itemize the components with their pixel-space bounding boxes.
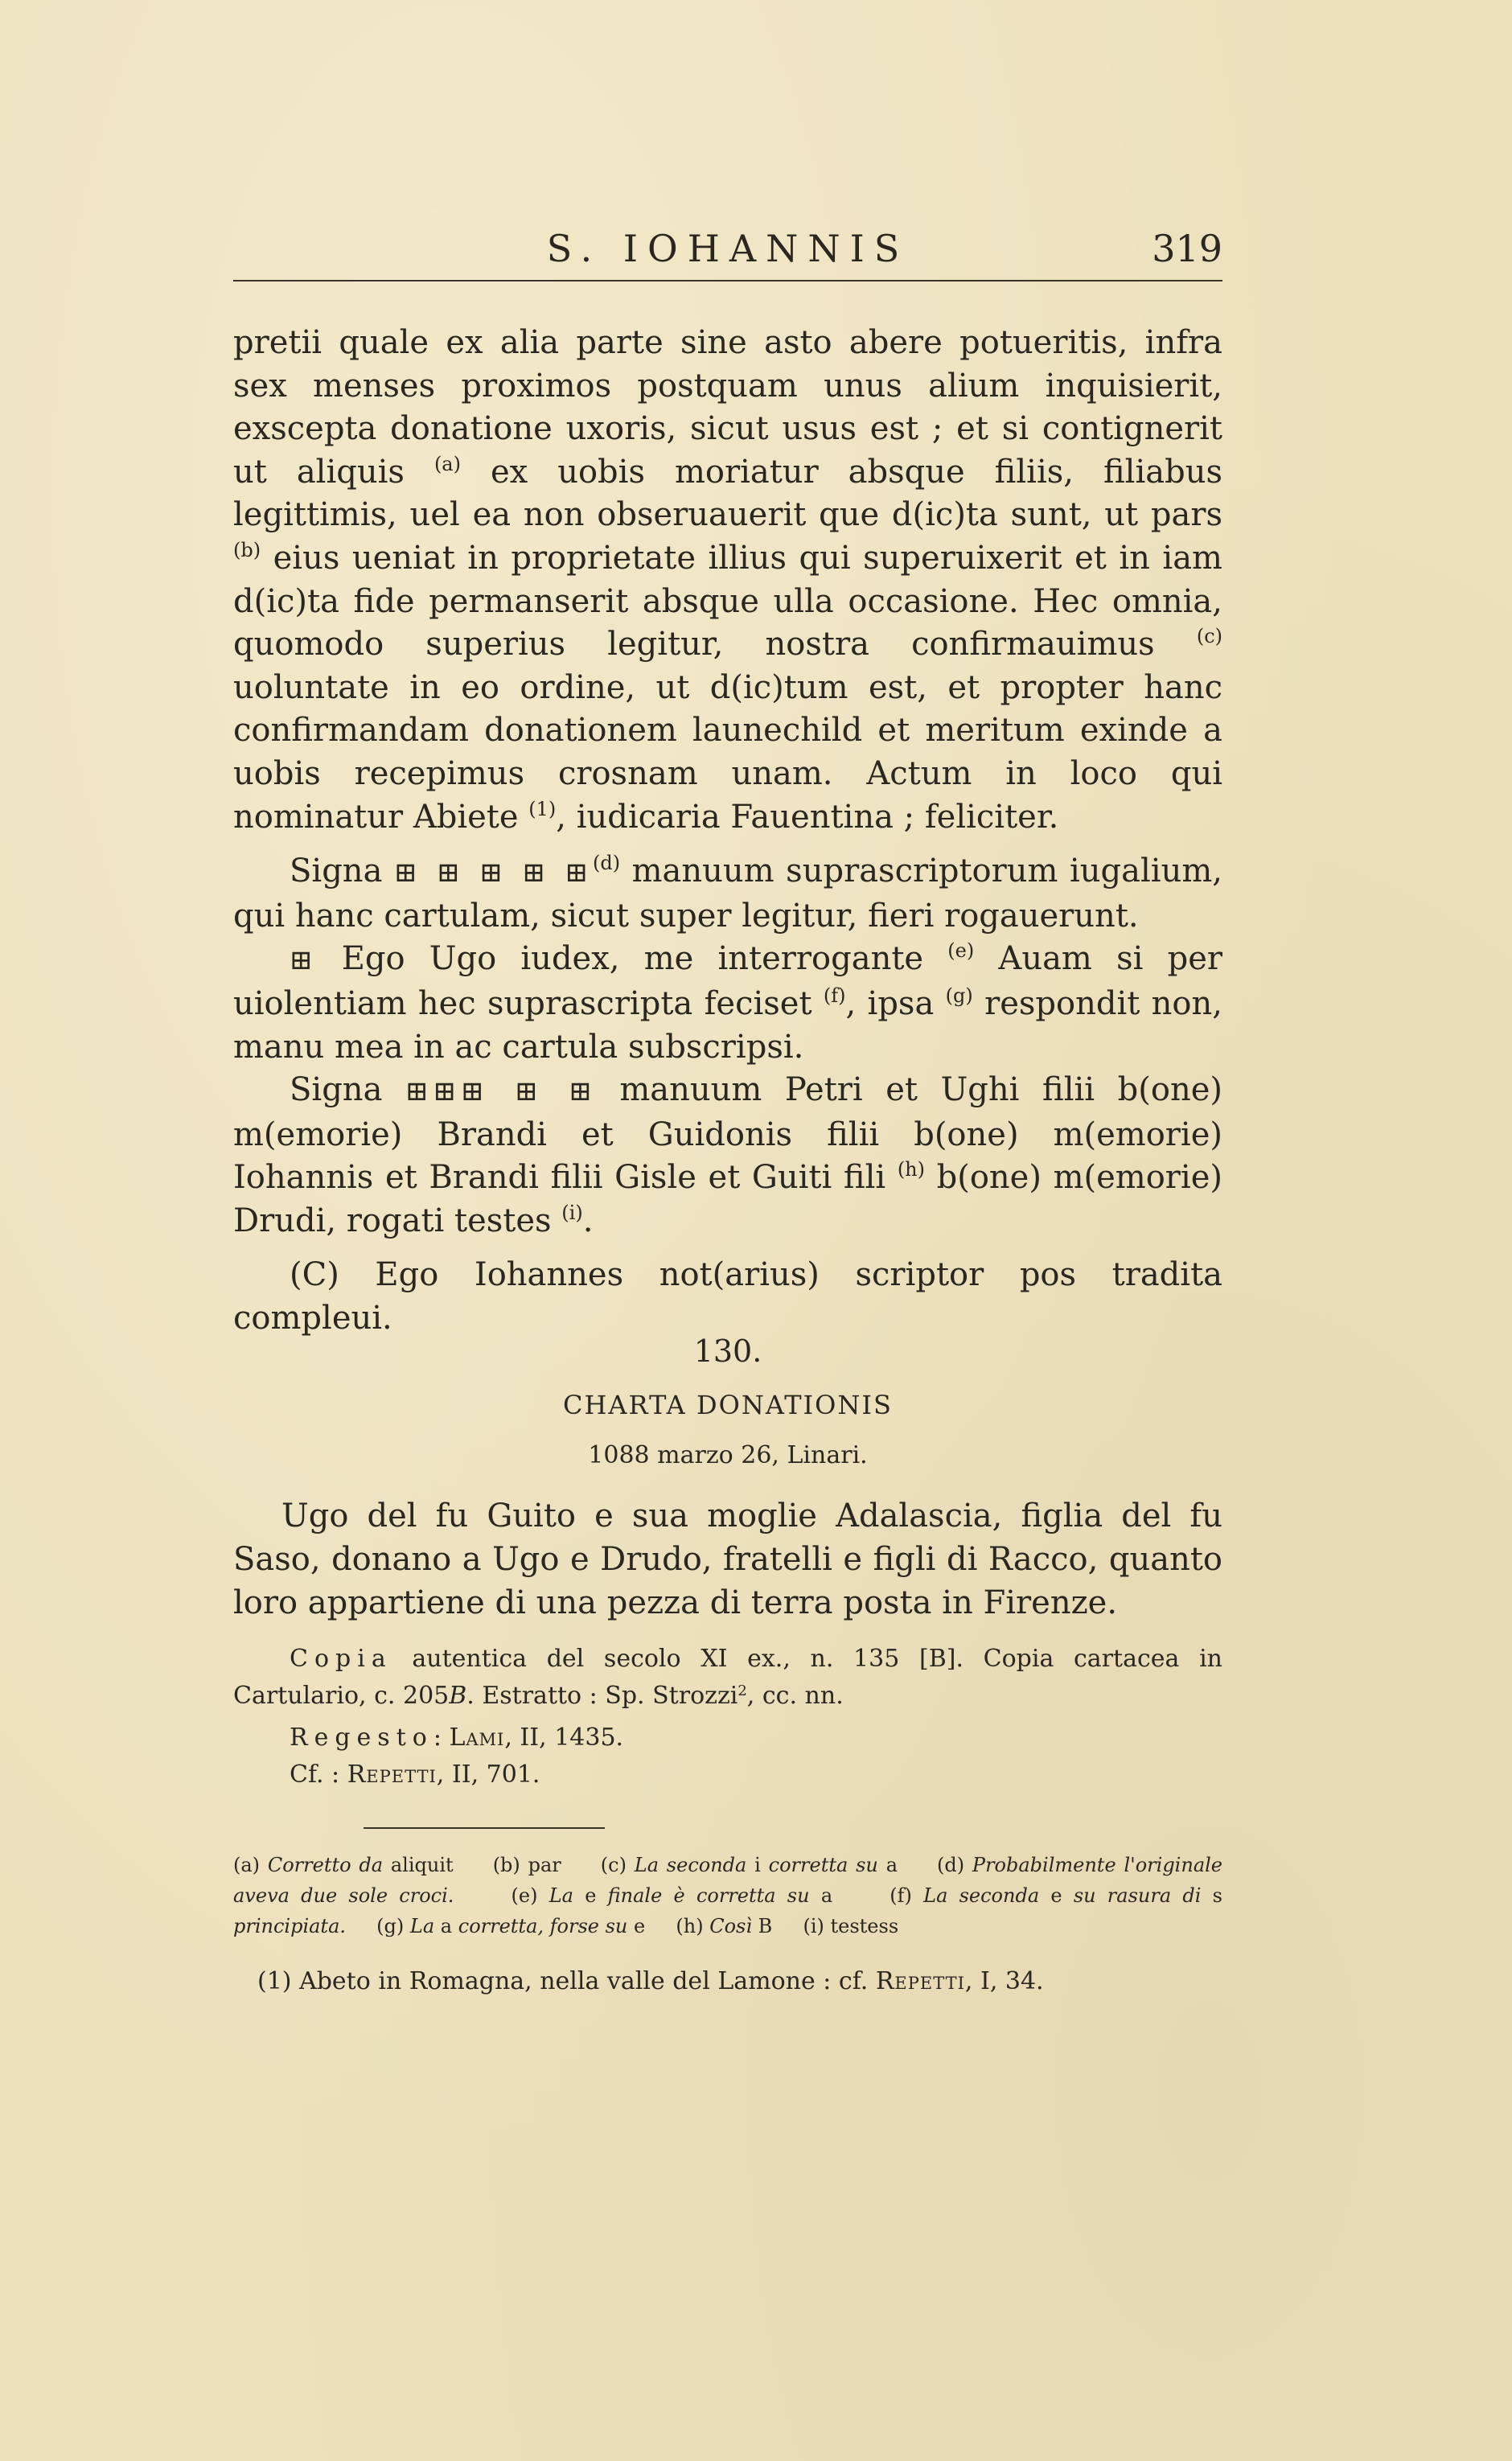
page-number: 319 [1152,227,1222,270]
footnote-rule [364,1827,605,1829]
tradition-apparatus [233,1641,1222,1793]
note-ref-b: (b) [233,538,261,561]
document-title: CHARTA DONATIONIS [563,1390,893,1420]
historical-footnote [233,1966,1222,1998]
copia-entry: Copia autentica del secolo XI ex., n. 135 [B]. Copia cartacea in Cartulario, c. 205B. Estratto : Sp. Strozzi$^2$, cc. nn. [233,1645,1222,1710]
note-ref-h: (h) [897,1158,925,1181]
charter-text [233,322,1222,1341]
signum-cross-icon: ⊞ [290,944,318,977]
running-title: S. IOHANNIS [546,227,910,270]
note-ref-g: (g) [945,984,973,1007]
note-ref-a: (a) [433,452,461,475]
running-head [233,227,1222,275]
critical-notes [233,1850,1222,1941]
paragraph-notary-subscription: (C) Ego Iohannes not(arius) scriptor pos tradita compleui. [233,1256,1222,1337]
regesto-entry: Regesto: Lami, II, 1435. [290,1724,624,1752]
signum-cross-icon: ⊞ ⊞ ⊞ ⊞ ⊞ [393,857,593,889]
note-ref-c: (c) [1196,625,1222,648]
paragraph-signa-testes: Signa ⊞⊞⊞ ⊞ ⊞ manuum Petri et Ughi filii b(one) m(emorie) Brandi et Guidonis filii b(one) m(emorie) Iohannis et Brandi filii Gisle et Guiti fili $^{(h)}$ b(one) m(emorie) Drudi, rogati testes $^{(i)}$. [233,1071,1222,1239]
note-ref-f: (f) [823,984,846,1007]
note-ref-i: (i) [561,1201,583,1224]
cf-entry: Cf. : Repetti, II, 701. [290,1760,540,1789]
document-summary [233,1494,1222,1625]
document-number: 130. [693,1333,762,1369]
footnote-1: (1) Abeto in Romagna, nella valle del Lamone : cf. Repetti, I, 34. [257,1967,1044,1995]
note-ref-1: (1) [528,797,557,820]
paragraph-signa-iugalium: Signa ⊞ ⊞ ⊞ ⊞ ⊞$^{(d)}$ manuum suprascriptorum iugalium, qui hanc cartulam, sicut super legitur, fieri rogauerunt. [233,852,1223,935]
critical-notes-text: (a) Corretto da aliquit (b) par (c) La seconda i corretta su a (d) Probabilmente l'originale aveva due sole croci. (e) La e finale è corretta su a (f) La seconda e su rasura di s principiata. (g) La a corretta, forse su e (h) Così B (i) testess [233,1854,1223,1937]
note-ref-e: (e) [947,939,975,963]
signum-cross-icon: ⊞⊞⊞ ⊞ ⊞ [405,1075,597,1108]
document-date: 1088 marzo 26, Linari. [588,1441,868,1469]
summary-text: Ugo del fu Guito e sua moglie Adalascia, figlia del fu Saso, donano a Ugo e Drudo, fratelli e figli di Racco, quanto loro appartiene di una pezza di terra posta in Firenze. [233,1498,1222,1621]
header-rule [233,280,1222,281]
paragraph-iudex-subscription: ⊞ Ego Ugo iudex, me interrogante $^{(e)}$ Auam si per uiolentiam hec suprascripta feciset $^{(f)}$, ipsa $^{(g)}$ respondit non, manu mea in ac cartula subscripsi. [233,939,1222,1066]
note-ref-d: (d) [592,852,621,875]
paragraph-charter-body: pretii quale ex alia parte sine asto abere potueritis, infra sex menses proximos postquam unus alium inquisierit, exscepta donatione uxoris, sicut usus est ; et si contignerit ut aliquis $^{(a)}$ ex uobis moriatur absque filiis, filiabus legittimis, uel ea non obseruauerit que d(ic)ta sunt, ut pars $^{(b)}$ eius ueniat in proprietate illius qui superuixerit et in iam d(ic)ta fide permanserit absque ulla occasione. Hec omnia, quomodo superius legitur, nostra confirmauimus $^{(c)}$ uoluntate in eo ordine, ut d(ic)tum est, et propter hanc confirmandam donationem launechild et meritum exinde a uobis recepimus crosnam unam. Actum in loco qui nominatur Abiete $^{(1)}$, iudicaria Fauentina ; feliciter. [233,324,1222,836]
